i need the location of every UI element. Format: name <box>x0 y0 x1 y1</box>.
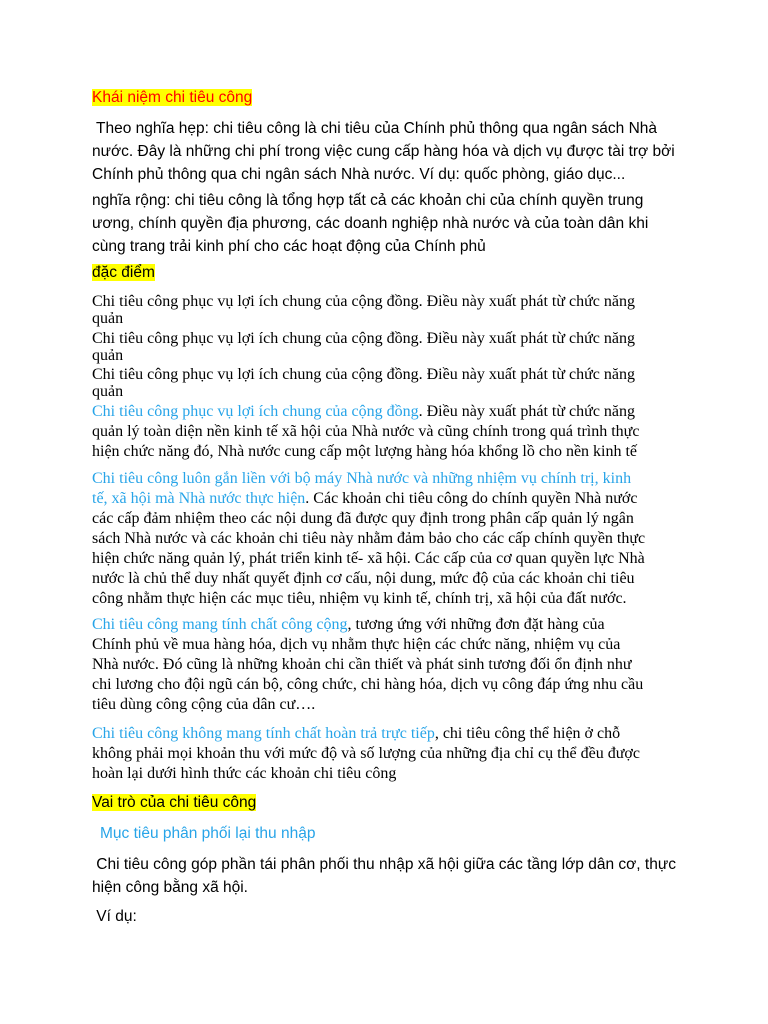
feature-1-title: Chi tiêu công phục vụ lợi ích chung của cộng đồng <box>92 403 419 420</box>
paragraph-narrow-sense: Theo nghĩa hẹp: chi tiêu công là chi tiêu của Chính phủ thông qua ngân sách Nhà nước. Đây là những chi phí trong việc cung cấp hàng hóa và dịch vụ được tài trợ bởi Chính phủ thông qua chi ngân sách Nhà nước. Ví dụ: quốc phòng, giáo dục... <box>92 120 675 183</box>
feature-4-title: Chi tiêu công không mang tính chất hoàn trả trực tiếp <box>92 725 435 742</box>
paragraph-role: Chi tiêu công góp phần tái phân phối thu nhập xã hội giữa các tầng lớp dân cơ, thực hiện công bằng xã hội. <box>92 856 676 896</box>
example-label: Ví dụ: <box>92 908 137 925</box>
feature-2-title-line-1: Chi tiêu công luôn gắn liền với bộ máy Nhà nước và những nhiệm vụ chính trị, kinh <box>92 470 632 487</box>
heading-role: Vai trò của chi tiêu công <box>92 794 257 811</box>
repeated-line-2: Chi tiêu công phục vụ lợi ích chung của cộng đồng. Điều này xuất phát từ chức năng quản <box>92 330 636 364</box>
repeated-line-1: Chi tiêu công phục vụ lợi ích chung của cộng đồng. Điều này xuất phát từ chức năng quản <box>92 293 636 327</box>
feature-4-paragraph: Chi tiêu công không mang tính chất hoàn trả trực tiếp, chi tiêu công thể hiện ở chỗ không phải mọi khoản thu với mức độ và số lượng của những địa chỉ cụ thể đều được hoàn lại dưới hình thức các khoản chi tiêu công <box>92 725 640 782</box>
heading-concept: Khái niệm chi tiêu công <box>92 89 253 106</box>
feature-1-paragraph: Chi tiêu công phục vụ lợi ích chung của cộng đồng. Điều này xuất phát từ chức năng quản lý toàn diện nền kinh tế xã hội của Nhà nước và cũng chính trong quá trình thực hiện chức năng đó, Nhà nước cung cấp một lượng hàng hóa khổng lồ cho nền kinh tế <box>92 403 640 460</box>
paragraph-broad-sense: nghĩa rộng: chi tiêu công là tổng hợp tất cả các khoản chi của chính quyền trung ương, chính quyền địa phương, các doanh nghiệp nhà nước và của toàn dân khi cùng trang trải kinh phí cho các hoạt động của Chính phủ <box>92 192 649 255</box>
feature-2-title-line-2: tế, xã hội mà Nhà nước thực hiện <box>92 490 306 507</box>
feature-3-paragraph: Chi tiêu công mang tính chất công cộng, tương ứng với những đơn đặt hàng của Chính phủ về mua hàng hóa, dịch vụ nhằm thực hiện các chức năng, nhiệm vụ của Nhà nước. Đó cũng là những khoản chi cần thiết và phát sinh tương đối ổn định như chi lương cho đội ngũ cán bộ, công chức, chi hàng hóa, dịch vụ công đáp ứng nhu cầu tiêu dùng công cộng của dân cư…. <box>92 616 644 713</box>
feature-2-paragraph: Chi tiêu công luôn gắn liền với bộ máy Nhà nước và những nhiệm vụ chính trị, kinh tế, xã hội mà Nhà nước thực hiện. Các khoản chi tiêu công do chính quyền Nhà nước các cấp đảm nhiệm theo các nội dung đã được quy định trong phân cấp quản lý ngân sách Nhà nước và các khoản chi tiêu này nhằm đảm bảo cho các cấp chính quyền thực hiện chức năng quản lý, phát triển kinh tế- xã hội. Các cấp của cơ quan quyền lực Nhà nước là chủ thể duy nhất quyết định cơ cấu, nội dung, mức độ của các khoản chi tiêu công nhằm thực hiện các mục tiêu, nhiệm vụ kinh tế, chính trị, xã hội của đất nước. <box>92 469 692 609</box>
heading-features: đặc điểm <box>92 264 155 281</box>
feature-3-title: Chi tiêu công mang tính chất công cộng <box>92 616 348 633</box>
repeated-line-3: Chi tiêu công phục vụ lợi ích chung của cộng đồng. Điều này xuất phát từ chức năng quản <box>92 366 636 400</box>
subheading-redistribution: Mục tiêu phân phối lại thu nhập <box>100 825 316 842</box>
